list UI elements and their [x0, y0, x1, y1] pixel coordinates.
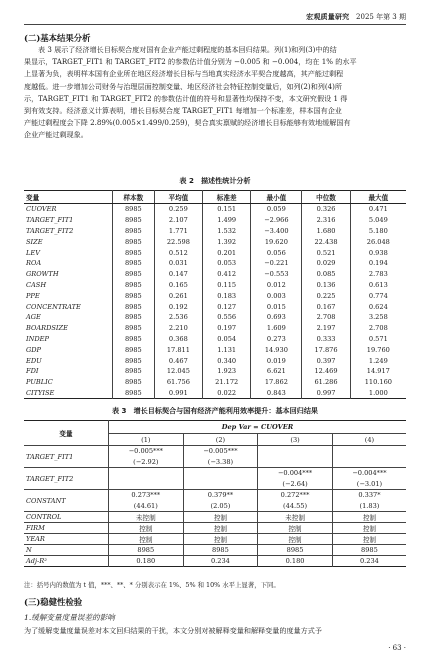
stat-cell: 0.165 [154, 280, 202, 291]
stat-cell: 8985 [113, 355, 155, 366]
variable-name-cell: CITYISE [26, 388, 55, 397]
variable-name-cell: PUBLIC [26, 378, 53, 387]
regression-table [24, 420, 406, 567]
table-row [24, 355, 406, 366]
col-header: 最大值 [350, 191, 406, 204]
coef-cell: 0.272*** [258, 490, 333, 501]
robustness-subheading: 1.缓解变量度量误差的影响 [24, 613, 115, 622]
stat-cell: 8985 [113, 344, 155, 355]
value-cell: 控制 [183, 534, 258, 545]
stat-cell: 0.333 [302, 334, 350, 345]
row-label: FIRM [24, 523, 109, 534]
variable-name-cell: GROWTH [26, 270, 59, 279]
stat-cell: 0.467 [154, 355, 202, 366]
stat-cell: 22.438 [302, 236, 350, 247]
row-label: YEAR [24, 534, 109, 545]
stat-cell: 0.183 [203, 290, 251, 301]
stat-cell: 6.621 [251, 366, 302, 377]
value-cell: 8985 [183, 545, 258, 556]
stat-cell: 1.392 [203, 236, 251, 247]
variable-name-cell: CUOVER [26, 205, 57, 214]
variable-name-cell: CONCENTRATE [26, 302, 81, 311]
col-number: (4) [332, 434, 406, 446]
stat-cell: 0.127 [203, 301, 251, 312]
stat-cell: 2.316 [302, 215, 350, 226]
paragraph-line: 上显著为负，表明样本国有企业所在地区经济增长目标与当地真实经济水平契合度越高，其产能过剩程 [24, 69, 344, 79]
stat-cell: 0.556 [203, 312, 251, 323]
stat-cell: 8985 [113, 258, 155, 269]
table-row [24, 334, 406, 345]
stat-cell: 0.273 [251, 334, 302, 345]
stat-cell: 1.680 [302, 226, 350, 237]
table-row [24, 468, 406, 479]
variable-name-cell: EDU [26, 356, 42, 365]
stat-cell: 8985 [113, 226, 155, 237]
stat-cell: 8985 [113, 366, 155, 377]
stat-cell: 2.536 [154, 312, 202, 323]
stat-cell: 8985 [113, 312, 155, 323]
stat-cell: 19.620 [251, 236, 302, 247]
stat-cell: 8985 [113, 301, 155, 312]
stat-cell: 2.708 [350, 323, 406, 334]
dep-var-header: Dep Var = CUOVER [109, 421, 407, 434]
col-header: 中位数 [302, 191, 350, 204]
var-header: 变量 [24, 421, 109, 446]
stat-cell: 0.571 [350, 334, 406, 345]
table-row [24, 523, 406, 534]
stat-cell: 8985 [113, 290, 155, 301]
variable-name-cell: TARGET_FIT1 [26, 216, 74, 225]
row-label: TARGET_FIT1 [24, 446, 109, 468]
paragraph-line: 表 3 展示了经济增长目标契合度对国有企业产能过剩程度的基本回归结果。列(1)和列(3)中的结 [38, 45, 337, 54]
row-label: CONSTANT [24, 490, 109, 512]
tstat-cell: (2.05) [183, 501, 258, 512]
stat-cell: 1.771 [154, 226, 202, 237]
stat-cell: −3.400 [251, 226, 302, 237]
stat-cell: 2.783 [350, 269, 406, 280]
variable-name-cell: AGE [26, 313, 41, 322]
stat-cell: 0.843 [251, 388, 302, 399]
variable-name-cell: ROA [26, 259, 42, 268]
stat-cell: 2.197 [302, 323, 350, 334]
tstat-cell [332, 457, 406, 468]
value-cell: 控制 [332, 534, 406, 545]
stat-cell: 5.180 [350, 226, 406, 237]
tstat-cell: (−2.64) [258, 479, 333, 490]
page-number: · 63 · [388, 644, 406, 652]
stat-cell: 1.131 [203, 344, 251, 355]
value-cell: 控制 [183, 512, 258, 523]
stat-cell: 0.136 [302, 280, 350, 291]
tstat-cell: (−2.92) [133, 457, 159, 466]
table-row [24, 446, 406, 457]
stat-cell: 0.938 [350, 247, 406, 258]
stat-cell: 8985 [113, 236, 155, 247]
table-row [24, 344, 406, 355]
stat-cell: 8985 [113, 377, 155, 388]
stat-cell: 2.708 [302, 312, 350, 323]
stat-cell: 8985 [113, 269, 155, 280]
results-paragraph [24, 44, 406, 142]
paragraph-line: 产能过剩程度会下降 2.89%(0.005×1.499/0.259)，契合真实禀赋的经济增长目标能够有效地缓解国有 [24, 118, 351, 128]
coef-cell: 0.337* [332, 490, 406, 501]
stat-cell: 1.499 [203, 215, 251, 226]
table2-caption: 表 2 描述性统计分析 [179, 176, 251, 185]
value-cell: 控制 [183, 523, 258, 534]
stat-cell: 0.997 [302, 388, 350, 399]
stat-cell: 0.194 [350, 258, 406, 269]
table3-caption: 表 3 增长目标契合与国有经济产能利用效率提升：基本回归结果 [111, 406, 319, 415]
robustness-heading: (三)稳健性检验 [24, 597, 83, 607]
variable-name-cell: PPE [26, 291, 40, 300]
value-cell: 控制 [258, 534, 333, 545]
stat-cell: 0.059 [251, 204, 302, 215]
coef-cell: −0.004*** [258, 468, 333, 479]
stat-cell: 8985 [113, 323, 155, 334]
stat-cell: 17.862 [251, 377, 302, 388]
stat-cell: 5.049 [350, 215, 406, 226]
variable-name-cell: FDI [26, 367, 39, 376]
value-cell: 8985 [109, 545, 184, 556]
row-label: Adj-R² [24, 556, 109, 567]
value-cell: 未控制 [109, 512, 184, 523]
stat-cell: −2.966 [251, 215, 302, 226]
coef-cell [258, 446, 333, 457]
stat-cell: 8985 [113, 334, 155, 345]
value-cell: 控制 [332, 523, 406, 534]
variable-name-cell: CASH [26, 280, 47, 289]
stat-cell: 0.521 [302, 247, 350, 258]
stat-cell: 110.160 [350, 377, 406, 388]
stat-cell: 0.397 [302, 355, 350, 366]
stat-cell: 0.471 [350, 204, 406, 215]
stat-cell: 8985 [113, 280, 155, 291]
stat-cell: 12.469 [302, 366, 350, 377]
coef-cell: −0.004*** [332, 468, 406, 479]
variable-name-cell: TARGET_FIT2 [26, 226, 74, 235]
stat-cell: 0.326 [302, 204, 350, 215]
table-row [24, 280, 406, 291]
value-cell: 控制 [109, 534, 184, 545]
stat-cell: 0.368 [154, 334, 202, 345]
table-row [24, 490, 406, 501]
table-row [24, 290, 406, 301]
coef-cell: 0.379** [183, 490, 258, 501]
stat-cell: 0.261 [154, 290, 202, 301]
stat-cell: 3.258 [350, 312, 406, 323]
stat-cell: 1.609 [251, 323, 302, 334]
tstat-cell: (1.83) [332, 501, 406, 512]
stat-cell: 0.015 [251, 301, 302, 312]
stat-cell: 0.340 [203, 355, 251, 366]
tstat-cell: (−3.38) [183, 457, 258, 468]
value-cell: 8985 [332, 545, 406, 556]
value-cell: 0.180 [109, 556, 184, 567]
table-row [24, 226, 406, 237]
tstat-cell: (−3.01) [332, 479, 406, 490]
stat-cell: 8985 [113, 204, 155, 215]
stat-cell: −0.221 [251, 258, 302, 269]
stat-cell: 1.000 [350, 388, 406, 399]
col-number: (3) [258, 434, 333, 446]
variable-name-cell: INDEP [26, 334, 49, 343]
stat-cell: 0.147 [154, 269, 202, 280]
stat-cell: 14.917 [350, 366, 406, 377]
value-cell: 未控制 [258, 512, 333, 523]
value-cell: 控制 [258, 523, 333, 534]
stat-cell: −0.553 [251, 269, 302, 280]
tstat-cell: (44.55) [258, 501, 333, 512]
paragraph-line: 度越低。进一步增加公司财务与治理层面控制变量、地区经济社会特征控制变量后，如列(2)和列(4)所 [24, 81, 343, 91]
value-cell: 8985 [258, 545, 333, 556]
stat-cell: 2.107 [154, 215, 202, 226]
stat-cell: 0.412 [203, 269, 251, 280]
coef-cell [183, 468, 258, 479]
variable-name-cell: BOARDSIZE [26, 324, 68, 333]
table-row [24, 258, 406, 269]
stat-cell: 0.029 [302, 258, 350, 269]
stat-cell: 0.054 [203, 334, 251, 345]
stat-cell: 17.811 [154, 344, 202, 355]
paragraph-line: 示，TARGET_FIT1 和 TARGET_FIT2 的参数估计值的符号和显著性均保持不变，本文研究假设 1 得 [24, 93, 348, 103]
stat-cell: 14.930 [251, 344, 302, 355]
stat-cell: 0.003 [251, 290, 302, 301]
stat-cell: 0.613 [350, 280, 406, 291]
value-cell: 控制 [109, 523, 184, 534]
header-rule [24, 24, 406, 25]
row-label: TARGET_FIT2 [24, 468, 109, 490]
stat-cell: 61.286 [302, 377, 350, 388]
table-row [24, 545, 406, 556]
coef-cell: −0.005*** [128, 447, 163, 456]
tstat-cell: (44.61) [133, 501, 158, 510]
table-header-row [24, 191, 406, 204]
row-label: N [24, 545, 109, 556]
stat-cell: 19.760 [350, 344, 406, 355]
stat-cell: 0.053 [203, 258, 251, 269]
coef-cell [332, 446, 406, 457]
stat-cell: 0.192 [154, 301, 202, 312]
paragraph-line: 果显示，TARGET_FIT1 和 TARGET_FIT2 的参数估计值分别为 −0.005 和 −0.004，均在 1% 的水平 [24, 57, 357, 67]
stat-cell: 1.923 [203, 366, 251, 377]
robustness-paragraph [24, 625, 406, 637]
row-label: CONTROL [24, 512, 109, 523]
col-number: (2) [183, 434, 258, 446]
table-row [24, 556, 406, 567]
stat-cell: 0.512 [154, 247, 202, 258]
stat-cell: 0.031 [154, 258, 202, 269]
table-note: 注：括号内的数值为 t 值，***、**、* 分别表示在 1%、5% 和 10% 水平上显著，下同。 [24, 581, 280, 589]
table-row [24, 301, 406, 312]
table-row [24, 215, 406, 226]
stat-cell: 0.151 [203, 204, 251, 215]
table2-body [24, 204, 406, 399]
stat-cell: 0.693 [251, 312, 302, 323]
col-header: 样本数 [113, 191, 155, 204]
stat-cell: 0.201 [203, 247, 251, 258]
stat-cell: 0.022 [203, 388, 251, 399]
table-row [24, 323, 406, 334]
table-row [24, 512, 406, 523]
stat-cell: 0.012 [251, 280, 302, 291]
descriptive-stats-table [24, 190, 406, 399]
stat-cell: 0.085 [302, 269, 350, 280]
value-cell: 0.180 [258, 556, 333, 567]
value-cell: 0.234 [332, 556, 406, 567]
stat-cell: 0.167 [302, 301, 350, 312]
stat-cell: 8985 [113, 215, 155, 226]
tstat-cell [258, 457, 333, 468]
value-cell: 控制 [332, 512, 406, 523]
stat-cell: 12.045 [154, 366, 202, 377]
paragraph-line: 企业产能过剩现象。 [24, 130, 88, 140]
coef-cell [109, 468, 184, 479]
stat-cell: 0.624 [350, 301, 406, 312]
table-row [24, 377, 406, 388]
value-cell: 0.234 [183, 556, 258, 567]
stat-cell: 0.991 [154, 388, 202, 399]
table-row [24, 366, 406, 377]
stat-cell: 26.048 [350, 236, 406, 247]
table-row [24, 534, 406, 545]
stat-cell: 0.019 [251, 355, 302, 366]
stat-cell: 2.210 [154, 323, 202, 334]
table-row [24, 312, 406, 323]
col-header: 变量 [24, 191, 113, 204]
table-row [24, 204, 406, 215]
stat-cell: 61.756 [154, 377, 202, 388]
running-header [24, 12, 406, 22]
col-header: 标准差 [203, 191, 251, 204]
stat-cell: 21.172 [203, 377, 251, 388]
tstat-cell [183, 479, 258, 490]
table-row [24, 247, 406, 258]
paragraph-line: 到有效支持。经济意义计算表明，增长目标契合度 TARGET_FIT1 每增加一个标准差，样本国有企业 [24, 106, 342, 116]
stat-cell: 0.225 [302, 290, 350, 301]
section-heading: (二)基本结果分析 [24, 33, 91, 43]
variable-name-cell: SIZE [26, 237, 43, 246]
stat-cell: 22.598 [154, 236, 202, 247]
issue-label: 2025 年第 3 期 [356, 13, 406, 21]
variable-name-cell: LEV [26, 248, 40, 257]
stat-cell: 1.532 [203, 226, 251, 237]
paragraph-line: 为了缓解变量度量误差对本文回归结果的干扰，本文分别对被解释变量和解释变量的度量方式予 [24, 626, 322, 635]
table-row [24, 388, 406, 399]
coef-cell: −0.005*** [183, 446, 258, 457]
stat-cell: 0.056 [251, 247, 302, 258]
stat-cell: 8985 [113, 388, 155, 399]
stat-cell: 0.197 [203, 323, 251, 334]
coef-cell: 0.273*** [109, 490, 184, 501]
variable-name-cell: GDP [26, 345, 41, 354]
stat-cell: 8985 [113, 247, 155, 258]
stat-cell: 0.259 [154, 204, 202, 215]
col-header: 最小值 [251, 191, 302, 204]
col-header: 平均值 [154, 191, 202, 204]
tstat-cell [109, 479, 184, 490]
stat-cell: 0.115 [203, 280, 251, 291]
journal-name: 宏观质量研究 [306, 12, 350, 21]
table-row [24, 236, 406, 247]
stat-cell: 17.876 [302, 344, 350, 355]
stat-cell: 1.249 [350, 355, 406, 366]
table-row [24, 269, 406, 280]
col-number: (1) [109, 434, 184, 446]
stat-cell: 0.774 [350, 290, 406, 301]
